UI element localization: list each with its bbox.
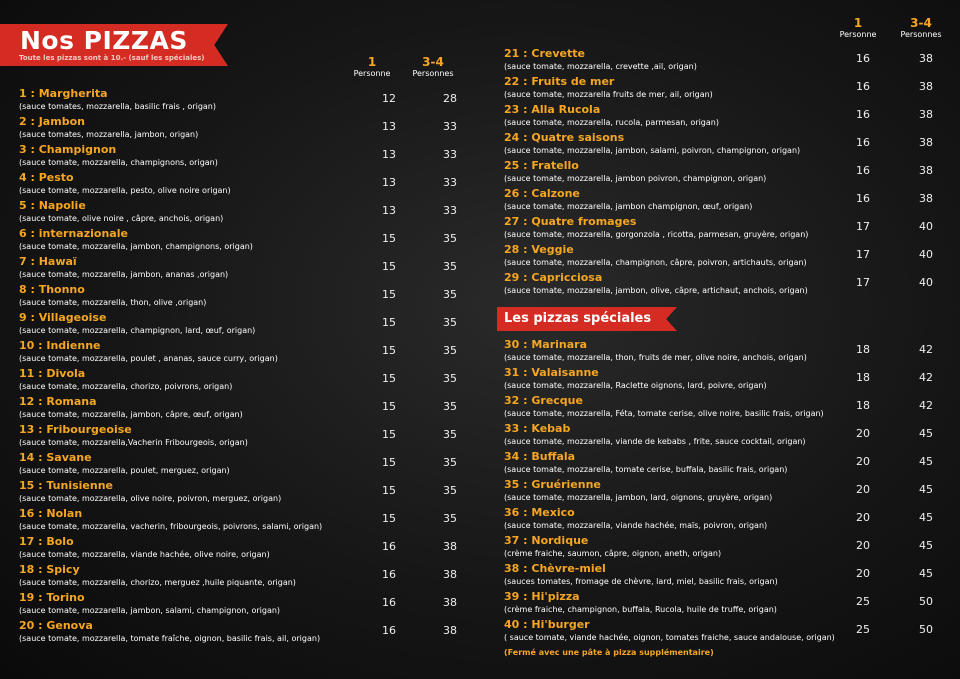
price-one-person: 17 [856, 276, 870, 289]
item-description: (sauce tomate, mozzarella, jambon poivron, champignon, origan) [504, 174, 767, 183]
price-group: 35 [443, 316, 457, 329]
item-name: 39 : Hi'pizza [504, 590, 580, 603]
price-group: 42 [919, 371, 933, 384]
item-name: 18 : Spicy [19, 563, 80, 576]
price-group: 38 [919, 136, 933, 149]
price-one-person: 18 [856, 343, 870, 356]
item-name: 17 : Bolo [19, 535, 74, 548]
price-one-person: 16 [382, 596, 396, 609]
item-name: 27 : Quatre fromages [504, 215, 637, 228]
item-name: 22 : Fruits de mer [504, 75, 615, 88]
price-group: 38 [919, 108, 933, 121]
price-one-person: 20 [856, 483, 870, 496]
item-description: (crème fraiche, champignon, buffala, Rucola, huile de truffe, origan) [504, 605, 777, 614]
price-one-person: 25 [856, 595, 870, 608]
col-header-one-person-left: 1 Personne [353, 55, 391, 78]
price-group: 35 [443, 232, 457, 245]
item-name: 12 : Romana [19, 395, 97, 408]
price-group: 38 [919, 192, 933, 205]
item-description: (sauce tomate, mozzarella, viande hachée, maïs, poivron, origan) [504, 521, 768, 530]
item-description: (sauce tomate, mozzarella, chorizo, merguez ,huile piquante, origan) [19, 578, 296, 587]
price-one-person: 16 [856, 80, 870, 93]
menu-item [504, 338, 950, 366]
price-group: 35 [443, 484, 457, 497]
item-name: 23 : Alla Rucola [504, 103, 601, 116]
price-group: 42 [919, 343, 933, 356]
menu-item [504, 271, 950, 299]
item-name: 21 : Crevette [504, 47, 585, 60]
item-description: (sauce tomates, mozzarella, basilic frais , origan) [19, 102, 216, 111]
price-one-person: 15 [382, 288, 396, 301]
menu-item [19, 507, 479, 535]
menu-item [19, 619, 479, 647]
page-subtitle: Toute les pizzas sont à 10.- (sauf les spéciales) [19, 54, 205, 62]
menu-item [19, 395, 479, 423]
item-description: (sauce tomate, mozzarella,Vacherin Fribourgeois, origan) [19, 438, 248, 447]
price-one-person: 16 [856, 192, 870, 205]
price-group: 33 [443, 176, 457, 189]
price-group: 50 [919, 595, 933, 608]
menu-item [19, 563, 479, 591]
item-name: 25 : Fratello [504, 159, 579, 172]
item-description: (sauce tomate, mozzarella, jambon, olive, câpre, artichaut, anchois, origan) [504, 286, 808, 295]
item-name: 9 : Villageoise [19, 311, 107, 324]
item-name: 38 : Chèvre-miel [504, 562, 606, 575]
menu-item [19, 87, 479, 115]
item-name: 5 : Napolie [19, 199, 86, 212]
menu-item [504, 215, 950, 243]
price-group: 45 [919, 455, 933, 468]
item-description: (sauce tomate, mozzarella, gorgonzola , ricotta, parmesan, gruyère, origan) [504, 230, 809, 239]
price-group: 35 [443, 456, 457, 469]
menu-column-right [504, 47, 950, 299]
item-name: 11 : Divola [19, 367, 86, 380]
hiburger-note: (Fermé avec une pâte à pizza supplémentaire) [504, 648, 714, 657]
item-name: 37 : Nordique [504, 534, 589, 547]
price-one-person: 16 [382, 540, 396, 553]
item-name: 26 : Calzone [504, 187, 580, 200]
menu-item [504, 534, 950, 562]
menu-item [19, 339, 479, 367]
price-one-person: 15 [382, 316, 396, 329]
col-header-group-right: 3-4 Personnes [900, 16, 942, 39]
menu-item [504, 243, 950, 271]
menu-item [19, 171, 479, 199]
price-one-person: 16 [856, 52, 870, 65]
item-description: (crème fraiche, saumon, câpre, oignon, aneth, origan) [504, 549, 722, 558]
price-group: 28 [443, 92, 457, 105]
item-name: 8 : Thonno [19, 283, 85, 296]
price-group: 35 [443, 372, 457, 385]
menu-item [19, 451, 479, 479]
item-description: (sauce tomate, mozzarella, jambon, câpre, œuf, origan) [19, 410, 243, 419]
price-group: 33 [443, 148, 457, 161]
col-header-group-left: 3-4 Personnes [412, 55, 454, 78]
price-group: 35 [443, 512, 457, 525]
price-one-person: 16 [856, 136, 870, 149]
item-description: (sauce tomate, mozzarella fruits de mer, ail, origan) [504, 90, 713, 99]
item-description: (sauce tomate, mozzarella, viande hachée, olive noire, origan) [19, 550, 270, 559]
item-name: 28 : Veggie [504, 243, 574, 256]
price-group: 33 [443, 204, 457, 217]
price-one-person: 13 [382, 120, 396, 133]
item-name: 16 : Nolan [19, 507, 83, 520]
price-group: 35 [443, 344, 457, 357]
item-name: 4 : Pesto [19, 171, 74, 184]
item-description: (sauce tomate, olive noire , câpre, anchois, origan) [19, 214, 224, 223]
price-group: 38 [443, 568, 457, 581]
menu-item [19, 143, 479, 171]
price-one-person: 13 [382, 204, 396, 217]
price-group: 38 [443, 540, 457, 553]
price-group: 45 [919, 427, 933, 440]
item-description: (sauce tomate, mozzarella, champignon, câpre, poivron, artichauts, origan) [504, 258, 807, 267]
menu-item [504, 562, 950, 590]
item-description: (sauce tomate, mozzarella, champignon, lard, œuf, origan) [19, 326, 256, 335]
item-name: 33 : Kebab [504, 422, 571, 435]
specials-title: Les pizzas spéciales [504, 311, 652, 326]
item-description: (sauce tomate, mozzarella, chorizo, poivrons, origan) [19, 382, 233, 391]
menu-item [504, 506, 950, 534]
item-description: (sauce tomate, mozzarella, poulet, merguez, origan) [19, 466, 230, 475]
item-name: 34 : Buffala [504, 450, 576, 463]
item-description: (sauce tomate, mozzarella, vacherin, fribourgeois, poivrons, salami, origan) [19, 522, 323, 531]
menu-item [504, 366, 950, 394]
price-group: 38 [443, 624, 457, 637]
price-group: 40 [919, 248, 933, 261]
menu-item [19, 199, 479, 227]
price-group: 40 [919, 220, 933, 233]
item-description: (sauce tomate, mozzarella, thon, fruits de mer, olive noire, anchois, origan) [504, 353, 807, 362]
item-name: 7 : Hawaï [19, 255, 77, 268]
item-description: (sauce tomate, mozzarella, olive noire, poivron, merguez, origan) [19, 494, 282, 503]
menu-item [504, 590, 950, 618]
item-description: (sauce tomate, mozzarella, jambon, ananas ,origan) [19, 270, 229, 279]
price-one-person: 13 [382, 148, 396, 161]
price-one-person: 16 [856, 164, 870, 177]
item-description: (sauce tomate, mozzarella, tomate fraîche, oignon, basilic frais, ail, origan) [19, 634, 321, 643]
price-one-person: 20 [856, 567, 870, 580]
price-one-person: 18 [856, 371, 870, 384]
item-description: (sauce tomate, mozzarella, thon, olive ,origan) [19, 298, 207, 307]
item-description: (sauce tomate, mozzarella, tomate cerise, buffala, basilic frais, origan) [504, 465, 788, 474]
price-one-person: 13 [382, 176, 396, 189]
menu-item [19, 367, 479, 395]
menu-item [19, 115, 479, 143]
item-name: 19 : Torino [19, 591, 85, 604]
item-name: 10 : Indienne [19, 339, 101, 352]
menu-item [504, 131, 950, 159]
price-one-person: 15 [382, 484, 396, 497]
item-name: 32 : Grecque [504, 394, 583, 407]
item-description: ( sauce tomate, viande hachée, oignon, tomates fraiche, sauce andalouse, origan) [504, 633, 835, 642]
price-one-person: 20 [856, 539, 870, 552]
price-one-person: 15 [382, 428, 396, 441]
item-name: 2 : Jambon [19, 115, 85, 128]
item-description: (sauce tomate, mozzarella, jambon, champignons, origan) [19, 242, 253, 251]
price-group: 45 [919, 567, 933, 580]
price-group: 38 [919, 52, 933, 65]
price-one-person: 17 [856, 220, 870, 233]
price-group: 40 [919, 276, 933, 289]
item-description: (sauce tomate, mozzarella, Féta, tomate cerise, olive noire, basilic frais, origan) [504, 409, 824, 418]
item-name: 30 : Marinara [504, 338, 588, 351]
item-description: (sauce tomate, mozzarella, Raclette oignons, lard, poivre, origan) [504, 381, 767, 390]
menu-item [504, 394, 950, 422]
price-one-person: 15 [382, 456, 396, 469]
menu-item [504, 103, 950, 131]
item-description: (sauce tomate, mozzarella, poulet , ananas, sauce curry, origan) [19, 354, 278, 363]
price-group: 38 [443, 596, 457, 609]
menu-item [504, 618, 950, 646]
price-one-person: 17 [856, 248, 870, 261]
item-description: (sauce tomate, mozzarella, crevette ,ail, origan) [504, 62, 697, 71]
menu-item [504, 159, 950, 187]
price-group: 45 [919, 511, 933, 524]
price-group: 35 [443, 428, 457, 441]
price-group: 38 [919, 80, 933, 93]
item-name: 35 : Gruérienne [504, 478, 601, 491]
menu-column-left [19, 87, 479, 647]
item-description: (sauces tomates, fromage de chèvre, lard, miel, basilic frais, origan) [504, 577, 778, 586]
price-one-person: 18 [856, 399, 870, 412]
price-one-person: 20 [856, 511, 870, 524]
price-one-person: 15 [382, 232, 396, 245]
item-name: 1 : Margherita [19, 87, 108, 100]
menu-item [504, 47, 950, 75]
item-description: (sauce tomate, mozzarella, rucola, parmesan, origan) [504, 118, 719, 127]
price-group: 45 [919, 483, 933, 496]
price-group: 42 [919, 399, 933, 412]
price-one-person: 16 [382, 568, 396, 581]
price-one-person: 15 [382, 260, 396, 273]
item-name: 24 : Quatre saisons [504, 131, 625, 144]
menu-item [504, 187, 950, 215]
menu-item [19, 591, 479, 619]
menu-item [504, 478, 950, 506]
menu-item [504, 422, 950, 450]
price-group: 35 [443, 260, 457, 273]
item-description: (sauce tomate, mozzarella, jambon, salami, poivron, champignon, origan) [504, 146, 801, 155]
menu-item [19, 535, 479, 563]
item-name: 20 : Genova [19, 619, 93, 632]
menu-item [19, 283, 479, 311]
price-one-person: 20 [856, 455, 870, 468]
menu-item [19, 479, 479, 507]
price-group: 45 [919, 539, 933, 552]
price-one-person: 16 [856, 108, 870, 121]
item-description: (sauce tomate, mozzarella, pesto, olive noire origan) [19, 186, 231, 195]
price-one-person: 12 [382, 92, 396, 105]
price-group: 50 [919, 623, 933, 636]
menu-column-specials [504, 338, 950, 646]
price-group: 35 [443, 288, 457, 301]
price-one-person: 25 [856, 623, 870, 636]
price-group: 35 [443, 400, 457, 413]
item-name: 40 : Hi'burger [504, 618, 590, 631]
item-description: (sauce tomates, mozzarella, jambon, origan) [19, 130, 199, 139]
item-description: (sauce tomate, mozzarella, viande de kebabs , frite, sauce cocktail, origan) [504, 437, 806, 446]
item-description: (sauce tomate, mozzarella, jambon champignon, œuf, origan) [504, 202, 753, 211]
item-name: 29 : Capricciosa [504, 271, 603, 284]
menu-item [19, 423, 479, 451]
item-name: 3 : Champignon [19, 143, 117, 156]
price-group: 33 [443, 120, 457, 133]
item-name: 15 : Tunisienne [19, 479, 113, 492]
menu-item [504, 75, 950, 103]
item-description: (sauce tomate, mozzarella, jambon, salami, champignon, origan) [19, 606, 281, 615]
item-name: 31 : Valaisanne [504, 366, 599, 379]
page-title: Nos PIZZAS [20, 26, 188, 55]
menu-item [504, 450, 950, 478]
price-one-person: 15 [382, 512, 396, 525]
item-name: 36 : Mexico [504, 506, 575, 519]
col-header-one-person-right: 1 Personne [839, 16, 877, 39]
menu-item [19, 227, 479, 255]
price-one-person: 15 [382, 344, 396, 357]
item-description: (sauce tomate, mozzarella, champignons, origan) [19, 158, 218, 167]
price-one-person: 15 [382, 372, 396, 385]
menu-item [19, 255, 479, 283]
item-name: 14 : Savane [19, 451, 92, 464]
item-name: 13 : Fribourgeoise [19, 423, 132, 436]
price-one-person: 15 [382, 400, 396, 413]
price-one-person: 16 [382, 624, 396, 637]
item-description: (sauce tomate, mozzarella, jambon, lard, oignons, gruyère, origan) [504, 493, 773, 502]
item-name: 6 : internazionale [19, 227, 128, 240]
menu-item [19, 311, 479, 339]
price-group: 38 [919, 164, 933, 177]
price-one-person: 20 [856, 427, 870, 440]
